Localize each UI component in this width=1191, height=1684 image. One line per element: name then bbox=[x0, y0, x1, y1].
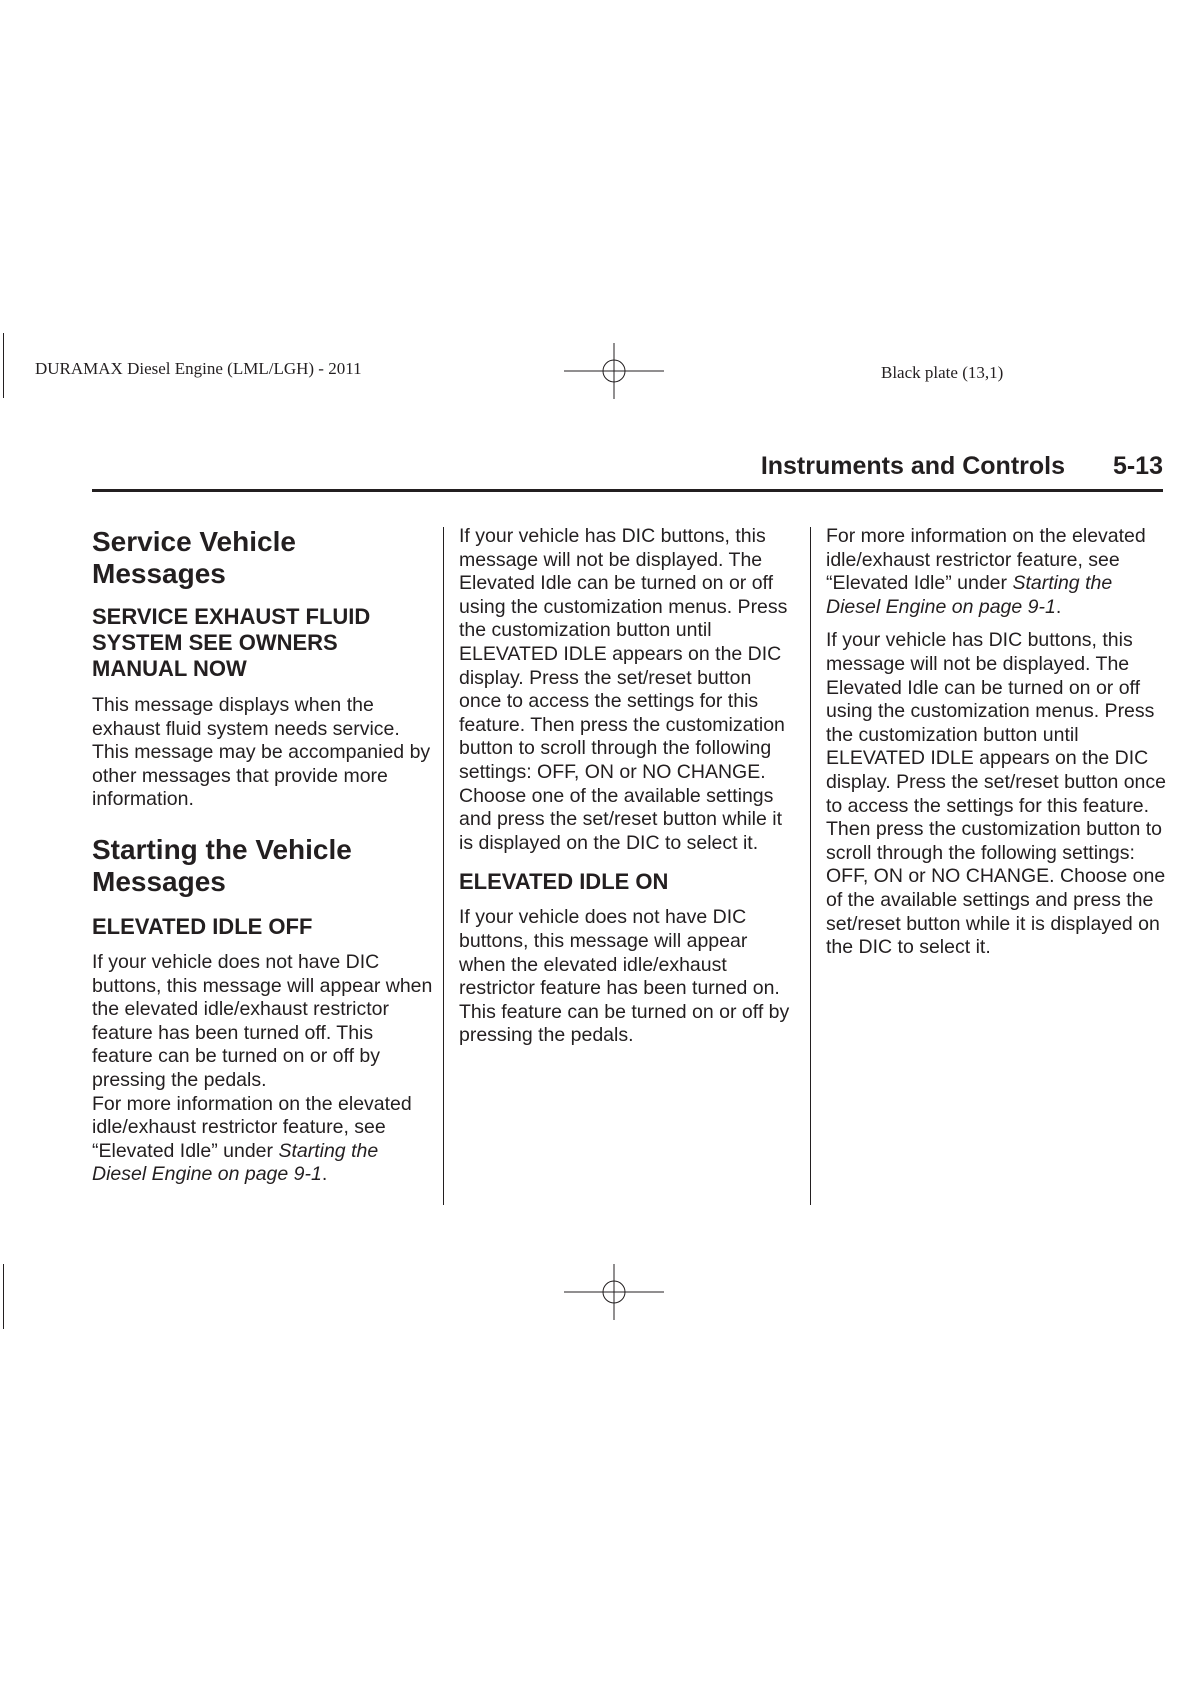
paragraph-elevated-idle-on: If your vehicle does not have DIC buttons, this message will appear when the elevated idle/exhaust restrictor feature has been turned on. This feature can be turned on or off by pressing the pedals. bbox=[459, 906, 790, 1047]
column-3 bbox=[826, 520, 1166, 960]
column-divider-1 bbox=[443, 527, 444, 1205]
column-divider-2 bbox=[810, 527, 811, 1205]
cross-reference-link[interactable]: Starting the Diesel Engine on page 9-1 bbox=[92, 1139, 379, 1186]
slug-left: DURAMAX Diesel Engine (LML/LGH) - 2011 bbox=[35, 359, 362, 378]
section-heading-service-vehicle-messages: Service Vehicle Messages bbox=[92, 526, 296, 589]
crop-mark-bottom-left bbox=[3, 1264, 4, 1329]
reference-text-2: For more information on the elevated idle/exhaust restrictor feature, see “Elevated Idle” under bbox=[826, 525, 1146, 595]
crop-mark-top-left bbox=[3, 333, 4, 398]
header-rule bbox=[92, 489, 1163, 492]
paragraph-dic-buttons-on: If your vehicle has DIC buttons, this message will not be displayed. The Elevated Idle can be turned on or off using the customization menus. Press the customization button until ELEVATED IDLE appears on the DIC display. Press the set/reset button once to access the settings for this feature. Then press the customization button to scroll through the following settings: OFF, ON or NO CHANGE. Choose one of the available settings and press the set/reset button while it is displayed on the DIC to select it. bbox=[826, 629, 1166, 959]
registration-mark-top-icon bbox=[564, 341, 664, 401]
column-1 bbox=[92, 520, 437, 1187]
registration-mark-bottom-icon bbox=[564, 1262, 664, 1322]
paragraph-elevated-idle-reference bbox=[92, 1093, 437, 1187]
subheading-elevated-idle-on: ELEVATED IDLE ON bbox=[459, 869, 669, 895]
slug-right: Black plate (13,1) bbox=[881, 363, 1004, 382]
reference-text: For more information on the elevated idle/exhaust restrictor feature, see “Elevated Idle” under bbox=[92, 1092, 412, 1162]
column-2 bbox=[459, 520, 791, 1048]
section-heading-starting-vehicle-messages: Starting the Vehicle Messages bbox=[92, 833, 352, 897]
paragraph-elevated-idle-off: If your vehicle does not have DIC buttons, this message will appear when the elevated idle/exhaust restrictor feature has been turned off. This feature can be turned on or off by pressing the pedals. bbox=[92, 950, 433, 1091]
paragraph-dic-buttons-off: If your vehicle has DIC buttons, this message will not be displayed. The Elevated Idle can be turned on or off using the customization menus. Press the customization button until ELEVATED IDLE appears on the DIC display. Press the set/reset button once to access the settings for this feature. Then press the customization button to scroll through the following settings: OFF, ON or NO CHANGE. Choose one of the available settings and press the set/reset button while it is displayed on the DIC to select it. bbox=[459, 525, 788, 854]
subheading-service-exhaust-fluid: SERVICE EXHAUST FLUID SYSTEM SEE OWNERS MANUAL NOW bbox=[92, 604, 371, 681]
reference-period-2: . bbox=[1055, 595, 1062, 618]
running-header bbox=[92, 452, 1163, 492]
reference-period: . bbox=[321, 1163, 328, 1186]
page-number: 5-13 bbox=[1112, 452, 1163, 480]
cross-reference-link-2[interactable]: Starting the Diesel Engine on page 9-1 bbox=[826, 572, 1113, 618]
section-title: Instruments and Controls bbox=[760, 452, 1065, 480]
paragraph-service-exhaust-fluid: This message displays when the exhaust fluid system needs service. This message may be accompanied by other messages that provide more information. bbox=[92, 694, 431, 811]
subheading-elevated-idle-off: ELEVATED IDLE OFF bbox=[92, 913, 313, 939]
paragraph-elevated-idle-reference-2 bbox=[826, 525, 1166, 619]
